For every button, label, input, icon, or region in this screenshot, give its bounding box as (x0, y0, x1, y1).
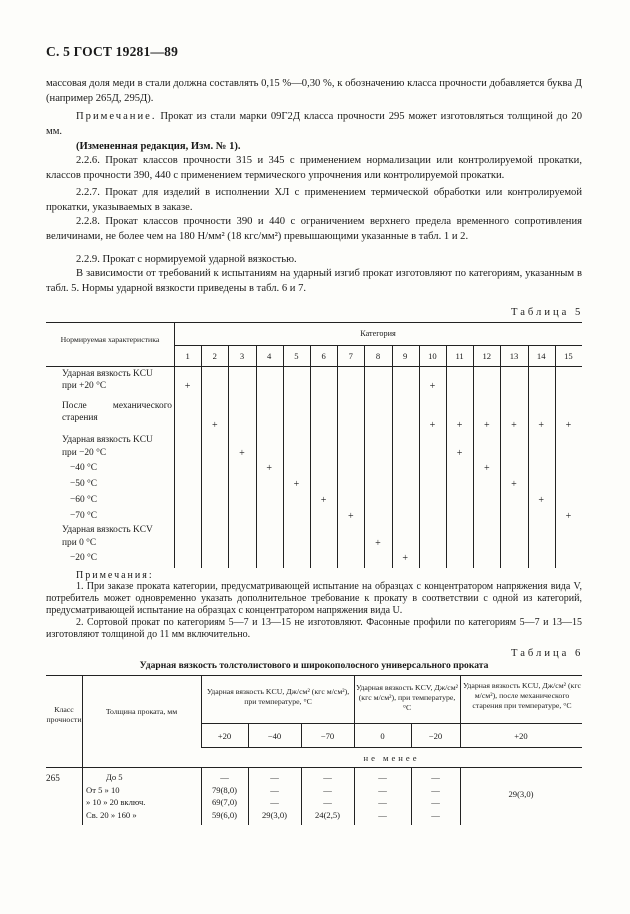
plus-mark: + (511, 420, 517, 431)
impact-value: — (378, 809, 387, 820)
amendment-note: (Измененная редакция, Изм. № 1). (76, 141, 241, 152)
table5-row-label: −40 °С (70, 463, 98, 473)
plus-mark: + (456, 420, 463, 431)
notes-title: Примечания: (76, 570, 154, 581)
impact-value: — (270, 797, 279, 807)
temp-kcv-0: 0 (380, 731, 385, 741)
impact-value: — (431, 772, 440, 782)
plus-mark: + (320, 495, 327, 506)
category-7: 7 (348, 351, 353, 361)
impact-value: 24(2,5) (314, 809, 341, 820)
category-14: 14 (536, 351, 546, 361)
thickness-range: От 5 » 10 (86, 784, 120, 795)
table5-row-label: После механического старения (62, 401, 172, 423)
impact-value: — (323, 772, 332, 782)
table6-thickness-header: Толщина проката, мм (105, 707, 178, 716)
plus-mark: + (483, 463, 490, 474)
note-label: Примечание. (76, 111, 157, 122)
temp-aged-plus20: +20 (514, 731, 528, 741)
impact-value: — (431, 797, 440, 807)
table5-category-header: Категория (360, 329, 396, 338)
plus-mark: + (266, 463, 272, 474)
plus-mark: + (429, 381, 436, 392)
table6-class-265: 265 (46, 773, 60, 783)
impact-value: 29(3,0) (261, 809, 288, 820)
plus-mark: + (565, 511, 572, 522)
table6-kcv-header: Ударная вязкость KCV, Дж/см² (кгс м/см²), при температуре, °С (356, 683, 458, 712)
plus-mark: + (456, 448, 463, 459)
page-header: С. 5 ГОСТ 19281—89 (46, 44, 179, 59)
category-1: 1 (185, 351, 190, 361)
category-4: 4 (267, 351, 272, 361)
plus-mark: + (211, 420, 218, 431)
thickness-range: Св. 20 » 160 » (86, 809, 137, 820)
category-3: 3 (239, 351, 245, 361)
impact-value: 59(6,0) (211, 809, 238, 820)
table5-row-label: Ударная вязкость KCU (62, 435, 153, 445)
temp-kcu-minus40: −40 (267, 731, 282, 741)
table5-row-label: при −20 °С (62, 448, 107, 458)
impact-value: — (220, 772, 229, 782)
plus-mark: + (375, 538, 381, 549)
impact-value: — (270, 784, 279, 795)
table5-row-label: Ударная вязкость KCU (62, 369, 153, 379)
category-2: 2 (212, 351, 217, 361)
table-5 (46, 322, 582, 568)
table6-aged-value: 29(3,0) (508, 789, 534, 799)
plus-mark: + (429, 420, 436, 431)
impact-value: — (323, 784, 332, 795)
impact-value: — (378, 784, 387, 795)
note-text: Прокат из стали марки 09Г2Д класса прочности 295 может изготовляться толщиной до 20 мм. (46, 111, 582, 137)
plus-mark: + (483, 420, 490, 431)
thickness-range: До 5 (106, 772, 123, 782)
temp-kcu-plus20: +20 (217, 731, 232, 741)
paragraph-2-2-7: 2.2.7. Прокат для изделий в исполнении ХЛ с применением термической обработки или контролируемой прокатки, указываемых в заказе. (46, 187, 582, 213)
category-15: 15 (564, 351, 573, 361)
table-6 (46, 675, 582, 825)
paragraph-2-2-8: 2.2.8. Прокат классов прочности 390 и 440 с ограничением верхнего предела временного сопротивления величинами, не более чем на 180 Н/мм² (18 кгс/мм²) превышающими указанные в табл. 1 и 2. (46, 216, 582, 242)
plus-mark: + (402, 553, 408, 564)
plus-mark: + (184, 381, 191, 392)
category-10: 10 (428, 351, 437, 361)
table5-row-label: −50 °С (70, 479, 98, 489)
plus-mark: + (538, 495, 544, 506)
impact-value: — (431, 784, 440, 795)
impact-value: — (323, 797, 332, 807)
impact-value: 69(7,0) (211, 797, 238, 807)
plus-mark: + (293, 479, 300, 490)
paragraph-2-2-6: 2.2.6. Прокат классов прочности 315 и 345 с применением нормализации или контролируемой прокатки, классов прочности 390, 440 с применением термического упрочнения или контролируемой прокатки. (46, 155, 582, 181)
category-5: 5 (294, 351, 299, 361)
temp-kcu-minus70: −70 (320, 731, 335, 741)
table5-label: Таблица 5 (511, 307, 584, 318)
category-9: 9 (403, 351, 408, 361)
note-2: 2. Сортовой прокат по категориям 5—7 и 13—15 не изготовляют. Фасонные профили по категориям 5—7 и 13—15 изготовляют толщиной до 11 мм включительно. (46, 617, 582, 641)
paragraph-2-2-9: 2.2.9. Прокат с нормируемой ударной вязкостью. (76, 254, 297, 265)
table5-col-header: Нормируемая характеристика (60, 335, 160, 344)
impact-value: — (378, 772, 387, 782)
category-6: 6 (321, 351, 326, 361)
table5-row-label: −20 °С (70, 553, 98, 563)
not-less-label: не менее (363, 753, 420, 763)
impact-value: — (431, 809, 440, 820)
table5-row-label: при +20 °С (62, 381, 107, 391)
table6-label: Таблица 6 (511, 648, 584, 659)
table5-row-label: при 0 °С (62, 538, 97, 548)
note-1: 1. При заказе проката категории, предусматривающей испытание на образцах с концентратором напряжения вида V, потребитель может одновременно указать дополнительное требование к прокату в соответствии с одной из категорий, предусматривающей испытание на образцах с концентратором напряжения вида U. (46, 581, 582, 617)
paragraph-impact: В зависимости от требований к испытаниям на ударный изгиб прокат изготовляют по категориям, указанным в табл. 5. Нормы ударной вязкости приведены в табл. 6 и 7. (46, 268, 582, 294)
table6-title: Ударная вязкость толстолистового и широкополосного универсального проката (139, 660, 489, 671)
table5-row-label: −70 °С (70, 511, 98, 521)
plus-mark: + (538, 420, 544, 431)
impact-value: 79(8,0) (211, 784, 238, 795)
table6-aged-header: Ударная вязкость KCU, Дж/см² (кгс м/см²), после механического старения при температуре, °С (463, 681, 581, 710)
plus-mark: + (511, 479, 517, 490)
plus-mark: + (347, 511, 354, 522)
category-11: 11 (455, 351, 464, 361)
category-8: 8 (375, 351, 381, 361)
category-12: 12 (482, 351, 492, 361)
thickness-range: » 10 » 20 включ. (86, 797, 146, 807)
plus-mark: + (239, 448, 245, 459)
table5-row-label: −60 °С (70, 495, 98, 505)
table5-row-label: Ударная вязкость KCV (62, 525, 153, 535)
paragraph-copper: массовая доля меди в стали должна составлять 0,15 %—0,30 %, к обозначению класса прочности добавляется буква Д (например 265Д, 295Д). (46, 78, 582, 104)
category-13: 13 (509, 351, 519, 361)
impact-value: — (378, 797, 387, 807)
table6-class-header: Класс прочности (46, 705, 82, 724)
temp-kcv-minus20: −20 (428, 731, 443, 741)
impact-value: — (270, 772, 279, 782)
note-09g2d (46, 110, 582, 139)
table6-kcu-header: Ударная вязкость KCU, Дж/см² (кгс м/см²), при температуре, °С (206, 687, 350, 706)
plus-mark: + (565, 420, 572, 431)
